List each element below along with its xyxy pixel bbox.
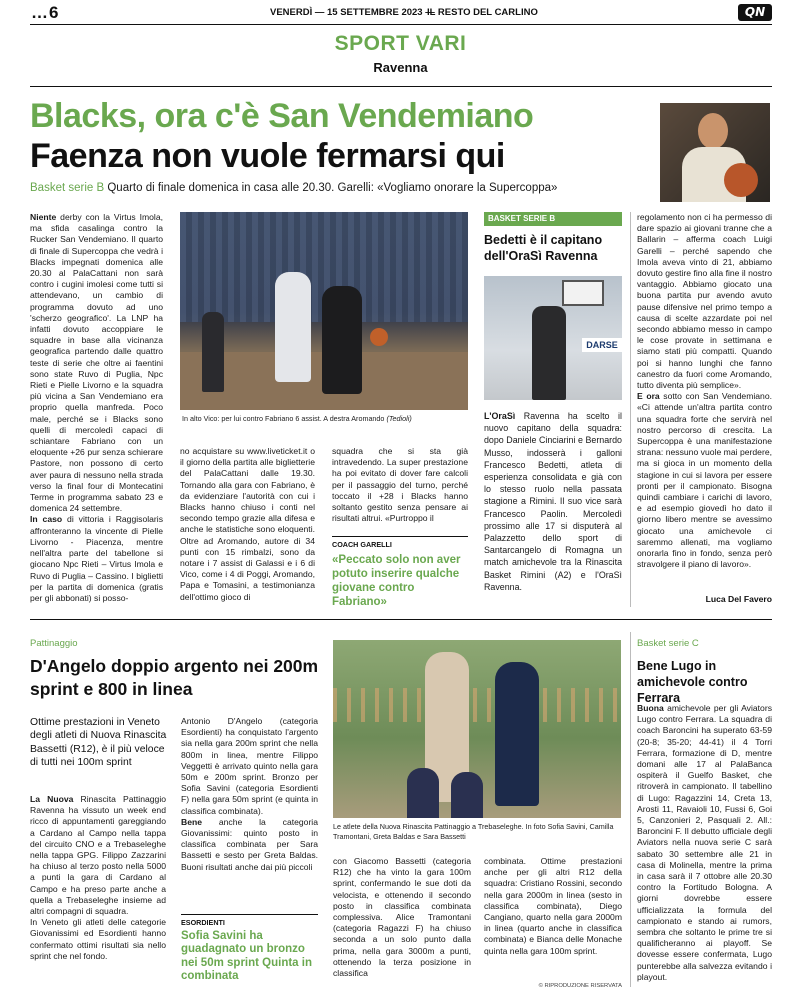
skating-col2-p1: Antonio D'Angelo (categoria Esordienti) ha conquistato l'argento sia nella gara 200m sprint che nella 800m in linea, mentre Filippo Veggetti è arrivato quinto nella gara 50m e 200m sprint. Bronzo per Sofia Savini (categoria Esordienti F) nella gara 50m sprint (e quinta in classifica combinata). xyxy=(181,716,318,816)
skating-col3 xyxy=(333,856,471,979)
skating-col3-text: con Giacomo Bassetti (categoria R12) che ha vinto la gara 100m sprint, confermando le sue doti da velocista, e ottenendo il secondo posto in classifica combinata complessiva. Alice Tramontani (categoria Ragazzi F) ha chiuso seconda a un solo punto dalla prima, nella gara 3000m a punti, ottenendo la terza posizione in classifica xyxy=(333,856,471,979)
logo-text: QN xyxy=(744,5,766,19)
bedetti-photo xyxy=(484,276,622,400)
main-kicker: Basket serie B xyxy=(30,182,105,194)
main-col2 xyxy=(180,446,315,603)
skating-photo-caption: Le atlete della Nuova Rinascita Pattinaggio a Trebaseleghe. In foto Sofia Savini, Camilla Tramontani, Greta Baldas e Sara Bassetti xyxy=(333,822,614,841)
sidebar-b-tag: BASKET SERIE B xyxy=(484,212,622,226)
main-col1-p1: Niente derby con la Virtus Imola, ma sfida casalinga contro la Rucker San Vendemiano. Il quarto di finale di Supercoppa che vedrà i Blacks impegnati domenica alle 20.30 al PalaCattani non sarà contro i cugini imolesi come tutti si attendevano, un cambio di programma dovuto ad uno 'scherzo geografico'. La LNP ha infatti dovuto accoppiare le squadre in base alla vicinanza geografica partendo dalle quattro teste di serie che oltre ai faentini sono state Ruvo di Puglia, Npc Rieti e Pielle Livorno e la squadra più vicina a San Vendemiano era proprio quella manfreda. Poco male, perché se i Blacks sono quelli di mercoledì capaci di schiantare Fabriano con un eloquente +26 pur senza schierare Pastore, non possono di certo aver paura di nessuno nella strada verso la final four di Montecatini Terme in programma sabato 23 e domenica 24 settembre. xyxy=(30,212,163,514)
skating-kicker: Pattinaggio xyxy=(30,638,78,649)
main-col5-p2: E ora sotto con San Vendemiano. «Ci attende un'altra partita contro una squadra forte che servirà nel nostro percorso di crescita. La Supercoppa è una manifestazione strana: nessuno vuole mai perdere, ma si gioca in un momento della stagione in cui si lavora per essere pronti per il campionato. Bisogna quindi cambiare i carichi di lavoro, e ad esempio giovedì ho dato il giorno libero mentre se avessimo giocato una amichevole ci saremmo allenati, ma vogliamo onorarla fino in fondo, senza però stravolgere il piano di lavoro». xyxy=(637,391,773,570)
skating-subtitle: Ottime prestazioni in Veneto degli atleti di Nuova Rinascita Bassetti (R12), è il più veloce di tutti nei 100m sprint xyxy=(30,717,167,769)
player-black xyxy=(322,286,362,394)
qn-logo-icon xyxy=(738,4,772,21)
fence xyxy=(333,688,621,722)
quote-text: «Peccato solo non aver potuto inserire qualche giovane contro Fabriano» xyxy=(332,554,461,608)
player-head xyxy=(698,113,728,149)
kid-front-mid xyxy=(451,772,483,818)
esordienti-box xyxy=(181,914,318,984)
skating-footer: © RIPRODUZIONE RISERVATA xyxy=(538,983,622,989)
page-header xyxy=(0,0,801,26)
skating-col4 xyxy=(484,856,622,957)
paper-name: IL RESTO DEL CARLINO xyxy=(427,7,538,18)
skating-col2 xyxy=(181,716,318,873)
skating-photo xyxy=(333,640,621,818)
main-col5-p1: regolamento non ci ha permesso di dare spazio ai giovani tranne che a Ballarin – afferma coach Luigi Garelli – perché sapendo che Imola aveva vinto di 21, abbiamo dovuto gestire fino alla fine il nostro vantaggio. Abbiamo giocato una buona partita pur avendo avuto pause difensive nel primo tempo a causa di scelte azzardate poi nel secondo abbiamo messo in campo le cose provate in settimana e siamo stati più compatti. Quando poi si hanno lunghi che fanno canestro da fuori come Aromando, tutto diventa più semplice». xyxy=(637,212,772,391)
main-col1-p2: In caso di vittoria i Raggisolaris affronteranno la vincente di Pielle Livorno - Piacenza, mentre nell'altra parte del tabellone si giocano Npc Rieti – Virtus Imola e Ruvo di Puglia – Cassino. I biglietti per la partita di domenica (gratis per gli abbonati) si posso- xyxy=(30,514,163,603)
page-number: …6 xyxy=(31,3,60,22)
quote-box xyxy=(332,536,468,609)
skating-title: D'Angelo doppio argento nei 200m sprint e 800 in linea xyxy=(30,656,319,699)
page-dots-icon: … xyxy=(31,3,49,22)
arena-sign: DARSE xyxy=(582,338,622,352)
sidebar-b-text: L'OraSì Ravenna ha scelto il nuovo capitano della squadra: dopo Daniele Cinciarini e Bernardo Musso, indosserà i galloni Francesco Bedetti, atleta di esperienza consolidata e già con lo stesso ruolo nella passata stagione a Rimini. Il suo vice sarà Francesco Paolin. Mercoledì prossimo alle 17 si disputerà al Palazzetto dello sport di Santarcangelo di Romagna un match amichevole tra la Rinascita Basket Rimini (A2) e l'OraSì Ravenna. xyxy=(484,411,622,592)
basket-c-text: Buona amichevole per gli Aviators Lugo contro Ferrara. La squadra di coach Baroncini ha superato 63-59 (20-8; 35-20; 44-41) il 4 Torri Ferrara, formazione di D, mentre domani alle 17 al PalaBanca ospiterà il Guelfo Basket, che ritroverà in campionato. Il tabellino di Lugo: Ragazzini 14, Creta 13, Arosti 11, Ravaioli 10, Fussi 6, Goi 5, Canzonieri 2, Pasquali 2. All.: Baroncini F. Il debutto ufficiale degli Aviators nella nuova serie C sarà sabato 30 settembre alle 21 in casa di Molinella, mentre la prima in casa sarà il 7 ottobre alle 20.30 contro la Fortitudo Bologna. A giorni dovrebbe essere ufficializzata la formula del campionato e stando ai rumors, sembra che soltanto le prime tre si qualificheranno ai playoff. Se dovesse essere confermata, Lugo punterebbe alla salvezza evitando i playout. xyxy=(637,703,772,982)
main-col5 xyxy=(637,212,772,571)
player-white xyxy=(275,272,311,382)
main-author: Luca Del Favero xyxy=(705,594,772,604)
skating-col1-p1: La Nuova Rinascita Pattinaggio Ravenna ha vissuto un week end ricco di appuntamenti gareggiando a Cardano al Campo nella tappa del circuito CNO e a Trebaseleghe nella tappa GPG. Filippo Zazzarini ha chiuso al terzo posto nella 5000 a punti la gara di Cardano al Campo e ha preso parte anche a quella a Trebaseleghe insieme ad altri compagni di squadra. xyxy=(30,794,167,917)
main-col1 xyxy=(30,212,163,604)
main-subtitle-text: Quarto di finale domenica in casa alle 20.30. Garelli: «Vogliamo onorare la Supercoppa» xyxy=(107,182,558,194)
date-text: VENERDÌ — 15 SETTEMBRE 2023 — xyxy=(270,7,435,18)
main-col3 xyxy=(332,446,468,524)
player-jumping xyxy=(532,306,566,400)
player-photo-top-right xyxy=(660,103,770,202)
section-rule xyxy=(30,86,772,87)
sidebar-b-title: Bedetti è il capitano dell'OraSì Ravenna xyxy=(484,233,603,263)
hoop-board xyxy=(562,280,604,306)
quote-label: COACH GARELLI xyxy=(332,540,392,549)
basket-c-kicker: Basket serie C xyxy=(637,638,699,649)
basketball-icon xyxy=(724,163,758,197)
ball-icon xyxy=(370,328,388,346)
esordienti-label: ESORDIENTI xyxy=(181,918,225,927)
girl-right xyxy=(495,662,539,806)
headline-black: Faenza non vuole fermarsi qui xyxy=(30,137,505,175)
date-line xyxy=(270,7,435,18)
main-basketball-photo xyxy=(180,212,468,410)
main-subtitle xyxy=(30,182,557,194)
kid-front-left xyxy=(407,768,439,818)
section-city: Ravenna xyxy=(373,60,428,75)
referee xyxy=(202,312,224,392)
esordienti-title: Sofia Savini ha guadagnato un bronzo nei 50m sprint Quinta in combinata xyxy=(181,930,312,983)
sidebar-b-divider xyxy=(630,212,631,607)
main-photo-caption: In alto Vico: per lui contro Fabriano 6 assist. A destra Aromando (Tedioli) xyxy=(182,414,412,423)
headline-green: Blacks, ora c'è San Vendemiano xyxy=(30,97,534,135)
main-col3-text: squadra che si sta già intravedendo. La super prestazione ha poi evitato di dover fare calcoli per il passaggio del turno, perché toccato il +28 i Blacks hanno soltanto gestito senza pensare ai risultati altrui. «Purtroppo il xyxy=(332,446,468,524)
basket-c-divider xyxy=(630,632,631,987)
header-rule xyxy=(30,24,772,25)
main-col2-text: no acquistare su www.liveticket.it o il giorno della partita alle biglietterie del PalaCattani dalle 19.30. Tornando alla gara con Fabriano, è da evidenziare l'autorità con cui i Blacks hanno chiuso i conti nel secondo tempo grazie alla difesa e anche le statistiche sono eloquenti. Oltre ad Aromando, autore di 34 punti con 15 rimbalzi, sono da notare i 7 assist di Galassi e i 6 di Vico, come i 4 di Poggi, Aromando, Papa e Tomasini, a testimonianza dell'ottimo gioco di xyxy=(180,446,315,602)
skating-col1 xyxy=(30,794,166,962)
lower-section-rule xyxy=(30,619,772,620)
skating-col4-text: combinata. Ottime prestazioni anche per gli altri R12 della squadra: Cristiano Rossini, secondo nella gara 2000m in linea (sesto in classifica combinata), Diego Cangiano, quarto nella gara 2000m in linea (quarto anche in classifica combinata) e Bianca delle Monache quinta nella gara 100m sprint. xyxy=(484,856,622,956)
basket-c-title: Bene Lugo in amichevole contro Ferrara xyxy=(637,659,748,705)
skating-col1-p2: In Veneto gli atleti delle categorie Giovanissimi ed Esordienti hanno confermato ottimi risultati sia nello sprint che nel fondo. xyxy=(30,917,166,961)
section-title: SPORT VARI xyxy=(334,32,467,55)
skating-col2-p2: Bene anche la categoria Giovanissimi: quinto posto in classifica combinata per Sara Bassetti e sesto per Greta Baldas. Buoni risultati anche dai più piccoli xyxy=(181,816,318,872)
